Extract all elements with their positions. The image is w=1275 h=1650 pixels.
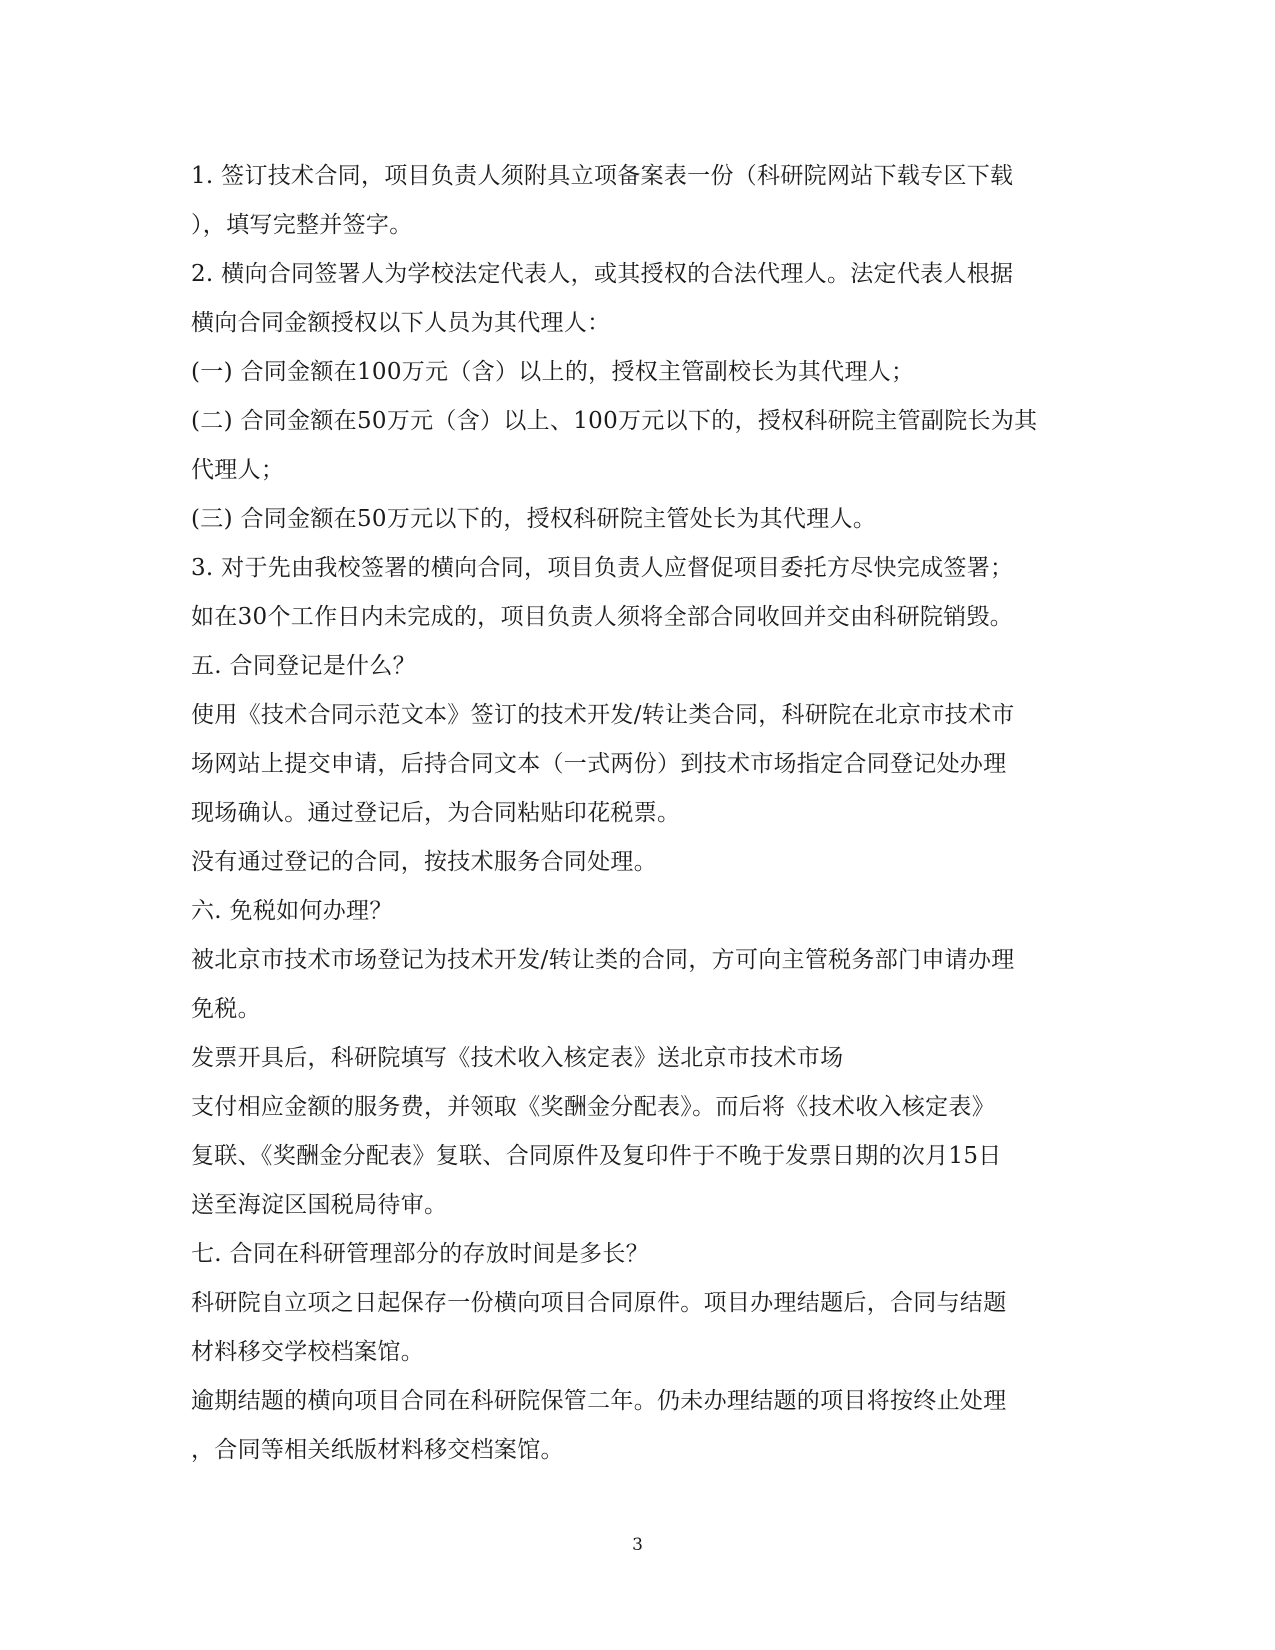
text-line: (二) 合同金额在50万元（含）以上、100万元以下的，授权科研院主管副院长为其 xyxy=(191,408,1038,434)
text-line: 逾期结题的横向项目合同在科研院保管二年。仍未办理结题的项目将按终止处理 xyxy=(191,1388,1007,1414)
text-line: 如在30个工作日内未完成的，项目负责人须将全部合同收回并交由科研院销毁。 xyxy=(191,604,1014,630)
text-line: 材料移交学校档案馆。 xyxy=(191,1339,424,1365)
text-line: 支付相应金额的服务费，并领取《奖酬金分配表》。而后将《技术收入核定表》 xyxy=(191,1094,995,1120)
text-line: 没有通过登记的合同，按技术服务合同处理。 xyxy=(191,849,657,875)
text-line: 代理人； xyxy=(191,457,285,483)
text-line: 免税。 xyxy=(191,996,261,1022)
text-line: 科研院自立项之日起保存一份横向项目合同原件。项目办理结题后，合同与结题 xyxy=(191,1290,1007,1316)
text-line: 六. 免税如何办理？ xyxy=(191,898,393,924)
text-line: 复联、《奖酬金分配表》复联、合同原件及复印件于不晚于发票日期的次月15日 xyxy=(191,1143,1002,1169)
text-line: 1. 签订技术合同，项目负责人须附具立项备案表一份（科研院网站下载专区下载 xyxy=(191,163,1014,189)
text-line: 使用《技术合同示范文本》签订的技术开发/转让类合同，科研院在北京市技术市 xyxy=(191,702,1015,728)
text-line: 场网站上提交申请，后持合同文本（一式两份）到技术市场指定合同登记处办理 xyxy=(191,751,1007,777)
text-line: 七. 合同在科研管理部分的存放时间是多长？ xyxy=(191,1241,649,1267)
page-number: 3 xyxy=(632,1535,643,1555)
text-line: 发票开具后，科研院填写《技术收入核定表》送北京市技术市场 xyxy=(191,1045,844,1071)
text-line: (一) 合同金额在100万元（含）以上的，授权主管副校长为其代理人； xyxy=(191,359,915,385)
text-line: 3. 对于先由我校签署的横向合同，项目负责人应督促项目委托方尽快完成签署； xyxy=(191,555,1014,581)
text-line: 横向合同金额授权以下人员为其代理人： xyxy=(191,310,611,336)
text-line: 五. 合同登记是什么？ xyxy=(191,653,416,679)
text-line: ，合同等相关纸版材料移交档案馆。 xyxy=(191,1437,564,1463)
document-body xyxy=(191,152,1091,1475)
text-line: ），填写完整并签字。 xyxy=(191,212,413,238)
text-line: 现场确认。通过登记后，为合同粘贴印花税票。 xyxy=(191,800,681,826)
text-line: 送至海淀区国税局待审。 xyxy=(191,1192,448,1218)
text-line: 2. 横向合同签署人为学校法定代表人，或其授权的合法代理人。法定代表人根据 xyxy=(191,261,1014,287)
text-line: 被北京市技术市场登记为技术开发/转让类的合同，方可向主管税务部门申请办理 xyxy=(191,947,1015,973)
text-line: (三) 合同金额在50万元以下的，授权科研院主管处长为其代理人。 xyxy=(191,506,877,532)
